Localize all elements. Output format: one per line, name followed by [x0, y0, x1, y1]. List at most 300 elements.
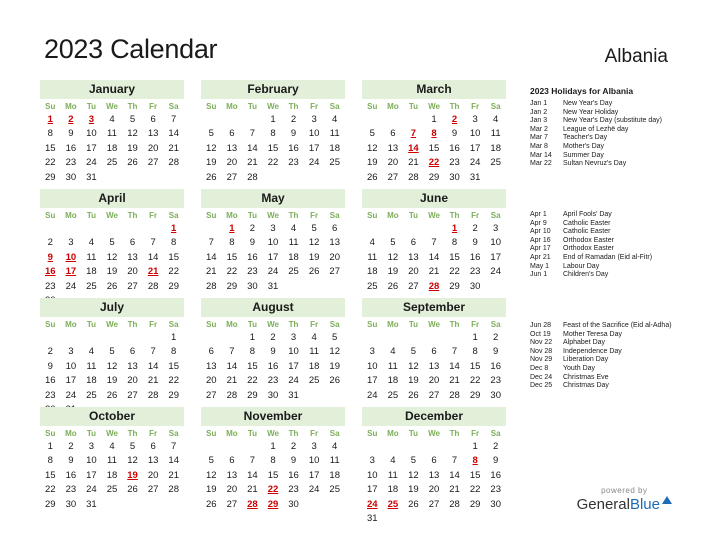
weekday-label: Th — [449, 320, 460, 329]
day-cell: 6 — [129, 346, 136, 358]
day-cell: 20 — [147, 469, 159, 481]
day-cell: 16 — [449, 142, 460, 154]
day-cell: 24 — [308, 157, 320, 169]
holiday-date: Mar 14 — [530, 151, 552, 159]
empty-cell — [201, 222, 222, 236]
day-cell: 6 — [229, 128, 235, 140]
weekday-label: Th — [449, 429, 460, 438]
day-cell: 25 — [366, 280, 378, 292]
holiday-day-cell: 25 — [387, 498, 399, 510]
holiday-day-cell: 22 — [267, 484, 279, 496]
day-cell: 11 — [329, 128, 340, 140]
day-cell: 21 — [428, 266, 440, 278]
day-cell: 5 — [208, 455, 214, 467]
empty-cell — [242, 113, 263, 127]
weekday-label: Tu — [247, 211, 258, 220]
holiday-day-cell: 9 — [47, 251, 53, 263]
day-cell: 4 — [88, 237, 95, 249]
day-cell: 14 — [247, 142, 258, 154]
holiday-row — [530, 348, 700, 357]
weekday-label: Su — [45, 211, 56, 220]
holiday-day-cell: 1 — [451, 223, 458, 234]
triangle-icon — [662, 496, 672, 504]
day-cell: 11 — [490, 128, 501, 140]
day-cell: 3 — [68, 346, 74, 358]
day-cell: 29 — [469, 498, 481, 510]
day-cell: 28 — [168, 484, 179, 496]
day-cell: 9 — [68, 455, 74, 467]
holiday-date: Nov 28 — [530, 347, 553, 355]
day-cell: 8 — [249, 346, 256, 358]
empty-cell — [242, 440, 263, 454]
day-cell: 4 — [109, 114, 115, 125]
holiday-date: Mar 8 — [530, 142, 548, 150]
logo-general: General — [576, 496, 630, 513]
weekday-label: Sa — [329, 211, 340, 220]
day-cell: 24 — [288, 375, 299, 387]
weekday-label: Su — [367, 211, 378, 220]
day-cell: 15 — [469, 360, 481, 372]
day-cell: 9 — [249, 237, 256, 249]
day-cell: 28 — [449, 389, 460, 401]
generalblue-logo — [577, 496, 672, 513]
day-cell: 26 — [106, 389, 118, 401]
day-cell: 3 — [472, 114, 478, 125]
day-cell: 28 — [147, 389, 159, 401]
day-cell: 26 — [106, 280, 118, 292]
month-header: January — [40, 80, 184, 99]
day-cell: 18 — [308, 360, 320, 372]
day-cell: 5 — [129, 114, 136, 125]
day-cell: 16 — [247, 251, 258, 263]
weekday-label: Mo — [65, 320, 77, 329]
day-cell: 31 — [86, 171, 97, 183]
holiday-row — [530, 126, 700, 135]
weekday-label: Mo — [226, 429, 238, 438]
day-cell: 23 — [288, 157, 299, 169]
day-cell: 30 — [490, 389, 501, 401]
day-cell: 2 — [47, 237, 53, 249]
day-cell: 4 — [290, 223, 297, 234]
empty-cell — [61, 331, 82, 345]
day-cell: 29 — [44, 498, 56, 510]
day-cell: 13 — [226, 469, 238, 481]
day-cell: 4 — [311, 332, 317, 343]
month-header: April — [40, 189, 184, 208]
day-cell: 20 — [147, 142, 159, 154]
day-cell: 14 — [428, 251, 440, 263]
day-cell: 23 — [490, 484, 501, 496]
day-cell: 6 — [229, 455, 235, 467]
day-cell: 8 — [472, 346, 478, 358]
day-cell: 20 — [127, 375, 138, 387]
day-cell: 4 — [332, 441, 338, 452]
day-cell: 7 — [249, 128, 256, 140]
month-november — [201, 407, 345, 512]
holiday-name: April Fools' Day — [563, 211, 612, 218]
day-cell: 5 — [332, 332, 338, 343]
day-cell: 11 — [329, 455, 340, 467]
day-cell: 7 — [229, 346, 235, 358]
day-cell: 16 — [288, 469, 299, 481]
weekday-label: Th — [127, 320, 138, 329]
weekday-label: Mo — [65, 211, 77, 220]
weekday-label: Mo — [65, 102, 77, 111]
day-cell: 3 — [311, 441, 317, 452]
day-cell: 23 — [65, 157, 77, 169]
weekday-label: Fr — [310, 429, 319, 438]
weekday-label: Su — [206, 320, 217, 329]
day-cell: 27 — [127, 280, 138, 292]
weekday-label: Fr — [149, 102, 158, 111]
weekday-label: Mo — [387, 320, 399, 329]
month-june — [362, 189, 506, 294]
day-grid — [362, 426, 506, 526]
month-october — [40, 407, 184, 512]
month-header: December — [362, 407, 506, 426]
day-cell: 14 — [247, 469, 258, 481]
holiday-date: Mar 7 — [530, 134, 548, 142]
holiday-name: New Year's Day (substitute day) — [563, 117, 662, 125]
day-cell: 17 — [267, 251, 279, 263]
weekday-label: Tu — [408, 320, 419, 329]
holiday-row — [530, 152, 700, 161]
day-cell: 12 — [366, 142, 378, 154]
day-cell: 28 — [226, 389, 238, 401]
holiday-day-cell: 17 — [65, 266, 77, 278]
day-cell: 24 — [65, 280, 77, 292]
empty-cell — [102, 222, 123, 236]
day-cell: 27 — [205, 389, 217, 401]
day-cell: 6 — [410, 237, 417, 249]
holiday-date: Mar 22 — [530, 160, 552, 168]
day-cell: 18 — [329, 142, 340, 154]
holiday-name: New Year Holiday — [563, 108, 619, 116]
country-label: Albania — [604, 46, 668, 67]
day-cell: 12 — [205, 142, 217, 154]
day-cell: 10 — [267, 237, 279, 249]
day-cell: 29 — [428, 171, 440, 183]
month-april — [40, 189, 184, 308]
day-cell: 25 — [329, 157, 340, 169]
weekday-label: Th — [449, 211, 460, 220]
weekday-label: Th — [288, 429, 299, 438]
day-cell: 5 — [311, 223, 317, 234]
day-cell: 31 — [86, 498, 97, 510]
day-cell: 5 — [410, 346, 417, 358]
holiday-row — [530, 211, 700, 220]
day-cell: 27 — [428, 389, 440, 401]
day-cell: 7 — [150, 237, 156, 249]
empty-cell — [362, 331, 383, 345]
day-cell: 16 — [65, 142, 77, 154]
day-cell: 19 — [408, 484, 419, 496]
holiday-row — [530, 143, 700, 152]
weekday-label: Su — [45, 320, 56, 329]
day-grid — [362, 208, 506, 294]
day-cell: 3 — [493, 223, 499, 234]
month-header: June — [362, 189, 506, 208]
day-cell: 20 — [428, 375, 440, 387]
weekday-label: Mo — [65, 429, 77, 438]
day-cell: 12 — [106, 251, 118, 263]
day-cell: 6 — [332, 223, 338, 234]
holiday-row — [530, 100, 700, 109]
day-cell: 17 — [288, 360, 299, 372]
day-cell: 2 — [68, 441, 74, 452]
holiday-date: Nov 22 — [530, 339, 553, 347]
holiday-list-title: 2023 Holidays for Albania — [530, 86, 634, 96]
day-cell: 29 — [247, 389, 258, 401]
day-cell: 3 — [369, 455, 375, 467]
day-cell: 27 — [127, 389, 138, 401]
day-cell: 7 — [208, 237, 214, 249]
holiday-day-cell: 14 — [408, 142, 419, 154]
day-cell: 16 — [65, 469, 77, 481]
day-cell: 30 — [490, 498, 501, 510]
empty-cell — [444, 440, 465, 454]
day-cell: 31 — [288, 389, 299, 401]
day-cell: 11 — [288, 237, 299, 249]
day-cell: 29 — [226, 280, 238, 292]
month-header: May — [201, 189, 345, 208]
day-cell: 16 — [44, 375, 56, 387]
day-cell: 8 — [229, 237, 235, 249]
day-cell: 29 — [449, 280, 460, 292]
month-august — [201, 298, 345, 403]
empty-cell — [383, 331, 404, 345]
day-cell: 31 — [366, 512, 378, 524]
day-cell: 26 — [329, 375, 340, 387]
day-cell: 21 — [247, 157, 258, 169]
weekday-label: Th — [127, 211, 138, 220]
day-cell: 8 — [47, 128, 53, 140]
day-cell: 12 — [408, 469, 419, 481]
weekday-label: Fr — [149, 320, 158, 329]
day-cell: 2 — [47, 346, 53, 358]
day-cell: 30 — [247, 280, 258, 292]
day-cell: 8 — [270, 455, 276, 467]
day-cell: 9 — [493, 455, 499, 467]
day-grid — [201, 99, 345, 185]
day-cell: 4 — [390, 346, 396, 358]
day-cell: 18 — [490, 142, 501, 154]
day-cell: 27 — [226, 498, 238, 510]
weekday-label: Sa — [168, 320, 179, 329]
day-cell: 25 — [387, 389, 399, 401]
day-cell: 10 — [366, 360, 378, 372]
day-cell: 9 — [451, 128, 458, 140]
holiday-group — [530, 322, 700, 391]
empty-cell — [362, 113, 383, 127]
day-cell: 22 — [449, 266, 460, 278]
holiday-date: Jan 2 — [530, 108, 548, 116]
holiday-row — [530, 263, 700, 272]
day-cell: 2 — [472, 223, 478, 234]
day-cell: 15 — [44, 142, 56, 154]
day-cell: 18 — [387, 484, 399, 496]
weekday-label: Fr — [471, 211, 480, 220]
holiday-date: Apr 16 — [530, 236, 551, 244]
day-cell: 24 — [86, 484, 97, 496]
day-cell: 1 — [249, 332, 256, 343]
day-cell: 17 — [308, 142, 320, 154]
holiday-row — [530, 382, 700, 391]
day-cell: 21 — [147, 375, 159, 387]
day-cell: 6 — [208, 346, 214, 358]
holiday-row — [530, 134, 700, 143]
day-cell: 4 — [109, 441, 115, 452]
day-cell: 22 — [247, 375, 258, 387]
holiday-day-cell: 28 — [428, 280, 440, 292]
month-header: November — [201, 407, 345, 426]
day-cell: 20 — [127, 266, 138, 278]
holiday-row — [530, 117, 700, 126]
weekday-label: Th — [127, 102, 138, 111]
day-cell: 19 — [205, 484, 217, 496]
powered-by-text: powered by — [601, 486, 648, 495]
weekday-label: Fr — [149, 429, 158, 438]
day-cell: 23 — [65, 484, 77, 496]
holiday-day-cell: 8 — [431, 128, 437, 140]
empty-cell — [201, 113, 222, 127]
day-grid — [40, 208, 184, 308]
weekday-label: Sa — [490, 211, 501, 220]
holiday-day-cell: 19 — [127, 469, 138, 481]
empty-cell — [143, 331, 164, 345]
month-header: March — [362, 80, 506, 99]
day-cell: 20 — [226, 157, 238, 169]
holiday-name: Feast of the Sacrifice (Eid al-Adha) — [563, 322, 672, 329]
day-cell: 1 — [431, 114, 437, 125]
holiday-name: Alphabet Day — [563, 339, 606, 347]
day-cell: 10 — [86, 128, 97, 140]
day-cell: 28 — [449, 498, 460, 510]
holiday-day-cell: 2 — [451, 114, 458, 125]
day-cell: 14 — [226, 360, 238, 372]
day-cell: 15 — [267, 469, 279, 481]
day-grid — [40, 426, 184, 512]
day-cell: 7 — [451, 455, 458, 467]
day-cell: 9 — [493, 346, 499, 358]
empty-cell — [81, 331, 102, 345]
day-cell: 11 — [107, 128, 117, 140]
weekday-label: Tu — [86, 102, 97, 111]
day-cell: 23 — [449, 157, 460, 169]
day-grid — [201, 208, 345, 294]
weekday-label: Tu — [86, 211, 97, 220]
day-cell: 8 — [171, 237, 177, 249]
weekday-label: Tu — [86, 429, 97, 438]
day-cell: 26 — [408, 389, 419, 401]
day-cell: 6 — [150, 114, 156, 125]
day-cell: 1 — [270, 441, 276, 452]
empty-cell — [424, 222, 445, 236]
day-cell: 26 — [127, 484, 138, 496]
holiday-row — [530, 339, 700, 348]
day-cell: 30 — [267, 389, 279, 401]
day-cell: 14 — [147, 251, 159, 263]
day-cell: 4 — [88, 346, 95, 358]
weekday-label: Tu — [408, 211, 419, 220]
day-cell: 5 — [129, 441, 136, 452]
day-cell: 3 — [369, 346, 375, 358]
day-cell: 27 — [428, 498, 440, 510]
day-cell: 12 — [308, 237, 320, 249]
day-cell: 23 — [267, 375, 279, 387]
holiday-date: Jan 3 — [530, 117, 548, 125]
day-cell: 26 — [366, 171, 378, 183]
day-cell: 21 — [168, 142, 179, 154]
day-cell: 11 — [309, 346, 320, 358]
day-cell: 22 — [267, 157, 279, 169]
day-cell: 15 — [428, 142, 440, 154]
day-cell: 29 — [168, 280, 179, 292]
holiday-name: Teacher's Day — [563, 134, 608, 142]
day-cell: 2 — [493, 441, 499, 452]
holiday-name: Catholic Easter — [563, 219, 611, 227]
day-cell: 5 — [208, 128, 214, 140]
day-cell: 19 — [205, 157, 217, 169]
empty-cell — [403, 113, 424, 127]
day-cell: 11 — [107, 455, 117, 467]
day-cell: 2 — [290, 441, 297, 452]
holiday-row — [530, 374, 700, 383]
day-cell: 13 — [329, 237, 340, 249]
day-cell: 21 — [168, 469, 179, 481]
holiday-day-cell: 2 — [68, 114, 74, 125]
day-cell: 5 — [109, 237, 115, 249]
weekday-label: We — [428, 102, 440, 111]
day-cell: 18 — [106, 469, 118, 481]
day-cell: 28 — [147, 280, 159, 292]
day-cell: 17 — [65, 375, 77, 387]
logo-blue: Blue — [629, 496, 660, 513]
empty-cell — [222, 113, 243, 127]
holiday-row — [530, 356, 700, 365]
day-cell: 10 — [308, 128, 320, 140]
day-cell: 17 — [366, 484, 378, 496]
holiday-row — [530, 254, 700, 263]
empty-cell — [403, 331, 424, 345]
empty-cell — [444, 331, 465, 345]
day-cell: 12 — [106, 360, 118, 372]
month-july — [40, 298, 184, 417]
holiday-name: Summer Day — [563, 151, 604, 159]
page-title: 2023 Calendar — [44, 34, 218, 64]
brand-logo[interactable] — [577, 486, 672, 513]
day-cell: 13 — [127, 360, 138, 372]
day-cell: 25 — [86, 280, 97, 292]
day-cell: 20 — [205, 375, 217, 387]
weekday-label: We — [106, 429, 118, 438]
day-cell: 19 — [408, 375, 419, 387]
day-cell: 17 — [308, 469, 320, 481]
day-cell: 22 — [469, 375, 481, 387]
day-cell: 13 — [428, 360, 440, 372]
day-cell: 23 — [247, 266, 258, 278]
holiday-name: Youth Day — [563, 364, 596, 372]
day-cell: 28 — [408, 171, 419, 183]
day-cell: 1 — [270, 114, 276, 125]
weekday-label: We — [106, 102, 118, 111]
day-cell: 5 — [410, 455, 417, 467]
day-cell: 27 — [147, 157, 159, 169]
day-cell: 15 — [168, 251, 179, 263]
holiday-date: Dec 8 — [530, 364, 549, 372]
day-cell: 12 — [127, 455, 138, 467]
weekday-label: We — [428, 429, 440, 438]
